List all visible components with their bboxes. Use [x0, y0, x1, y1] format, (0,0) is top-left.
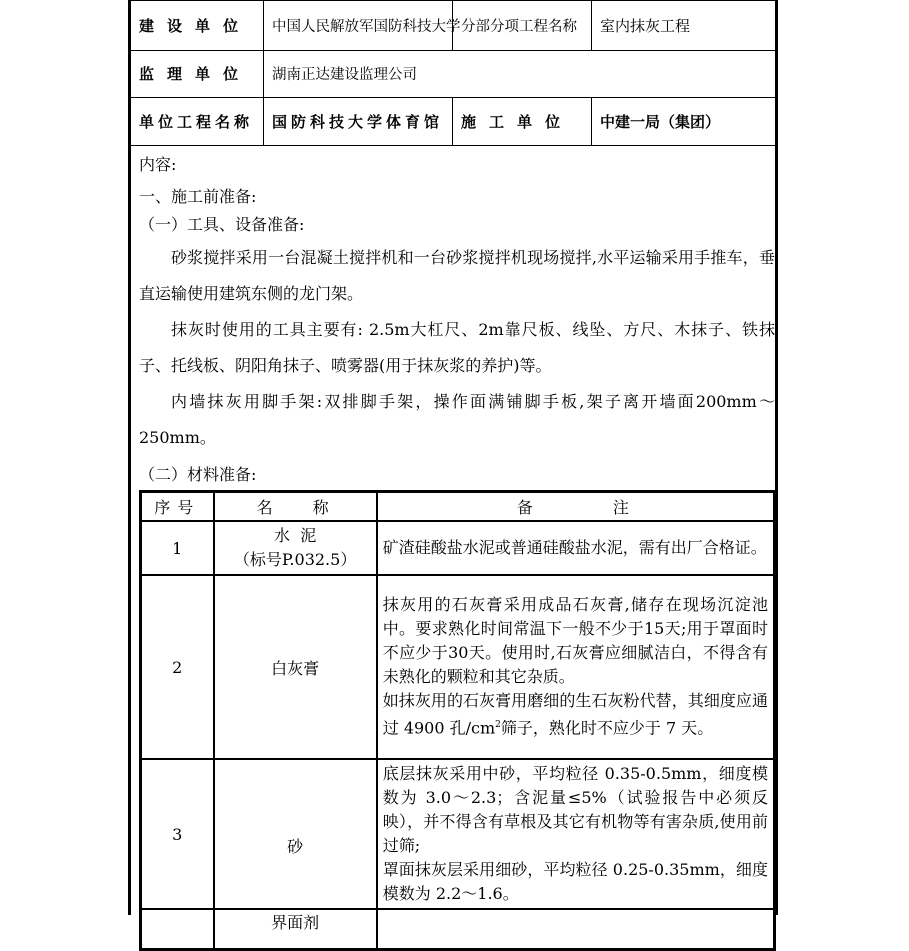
document-page [128, 0, 778, 932]
subproject-name-value: 室内抹灰工程 [600, 17, 691, 35]
row-number: 2 [141, 575, 214, 759]
header-row-2 [131, 50, 775, 98]
col-header-number: 序号 [141, 492, 214, 521]
material-note [377, 909, 774, 949]
material-name: 砂 [214, 759, 377, 909]
col-header-notes: 备注 [377, 492, 774, 521]
material-note-part-a: 抹灰用的石灰膏采用成品石灰膏,储存在现场沉淀池中。要求熟化时间常温下一般不少于15天;用于罩面时不应少于30天。使用时,石灰膏应细腻洁白，不得含有未熟化的颗粒和其它杂质。 [382, 595, 768, 687]
materials-table [139, 490, 776, 951]
superscript-2: 2 [495, 720, 501, 731]
table-row [141, 575, 774, 759]
subsection-materials-heading: （二）材料准备: [139, 465, 257, 484]
header-row-1 [131, 0, 775, 51]
table-header-row [141, 492, 774, 521]
supervision-unit-value: 湖南正达建设监理公司 [272, 67, 417, 83]
material-note-part-b: 罩面抹灰层采用细砂，平均粒径 0.25-0.35mm，细度模数为 2.2～1.6。 [382, 860, 768, 903]
construction-company-label: 施工单位 [461, 113, 574, 131]
material-name-line2: （标号P.032.5） [233, 550, 357, 569]
row-number [141, 909, 214, 949]
row-number: 3 [141, 759, 214, 909]
subproject-name-label: 分部分项工程名称 [461, 19, 577, 35]
construction-unit-label: 建设单位 [139, 17, 252, 35]
table-row [141, 909, 774, 949]
row-number: 1 [141, 521, 214, 575]
header-row-3 [131, 98, 775, 146]
section-preparation-heading: 一、施工前准备: [139, 187, 257, 206]
subsection-tools-heading: （一）工具、设备准备: [139, 215, 305, 234]
unit-project-name-label: 单位工程名称 [139, 113, 254, 131]
note-text: 筛子，熟化时不应少于 7 天。 [500, 718, 714, 738]
material-name: 界面剂 [214, 909, 377, 949]
construction-unit-value: 中国人民解放军国防科技大学 [272, 19, 461, 35]
paragraph-scaffolding: 内墙抹灰用脚手架:双排脚手架，操作面满铺脚手板,架子离开墙面200mm～250mm。 [139, 392, 775, 447]
construction-company-value: 中建一局（集团） [600, 113, 721, 131]
col-header-name: 名称 [214, 492, 377, 521]
material-note [377, 575, 774, 759]
material-note-part-b [383, 689, 768, 740]
material-name-line1: 水 泥 [274, 526, 317, 545]
paragraph-tools-list: 抹灰时使用的工具主要有: 2.5m大杠尺、2m靠尺板、线坠、方尺、木抹子、铁抹子、托线板、阴阳角抹子、喷雾器(用于抹灰浆的养护)等。 [139, 320, 775, 375]
material-note-part-a: 底层抹灰采用中砂，平均粒径 0.35-0.5mm，细度模数为 3.0～2.3；含泥量≤5%（试验报告中必须反映），并不得含有草根及其它有机物等有害杂质,使用前过筛; [382, 764, 768, 855]
paragraph-mixing-transport: 砂浆搅拌采用一台混凝土搅拌机和一台砂浆搅拌机现场搅拌,水平运输采用手推车，垂直运输使用建筑东侧的龙门架。 [139, 248, 775, 303]
material-note [377, 759, 774, 909]
supervision-unit-label: 监理单位 [139, 65, 252, 83]
material-name: 白灰膏 [214, 575, 377, 759]
note-text: 如抹灰用的石灰膏用磨细的生石灰粉代替，其细度应通过 4900 孔/cm [382, 691, 768, 738]
table-row [141, 521, 774, 575]
material-note: 矿渣硅酸盐水泥或普通硅酸盐水泥，需有出厂合格证。 [377, 521, 774, 575]
content-heading: 内容: [139, 155, 177, 174]
unit-project-name-value: 国防科技大学体育馆 [272, 113, 444, 131]
table-row [141, 759, 774, 909]
material-name [214, 521, 377, 575]
